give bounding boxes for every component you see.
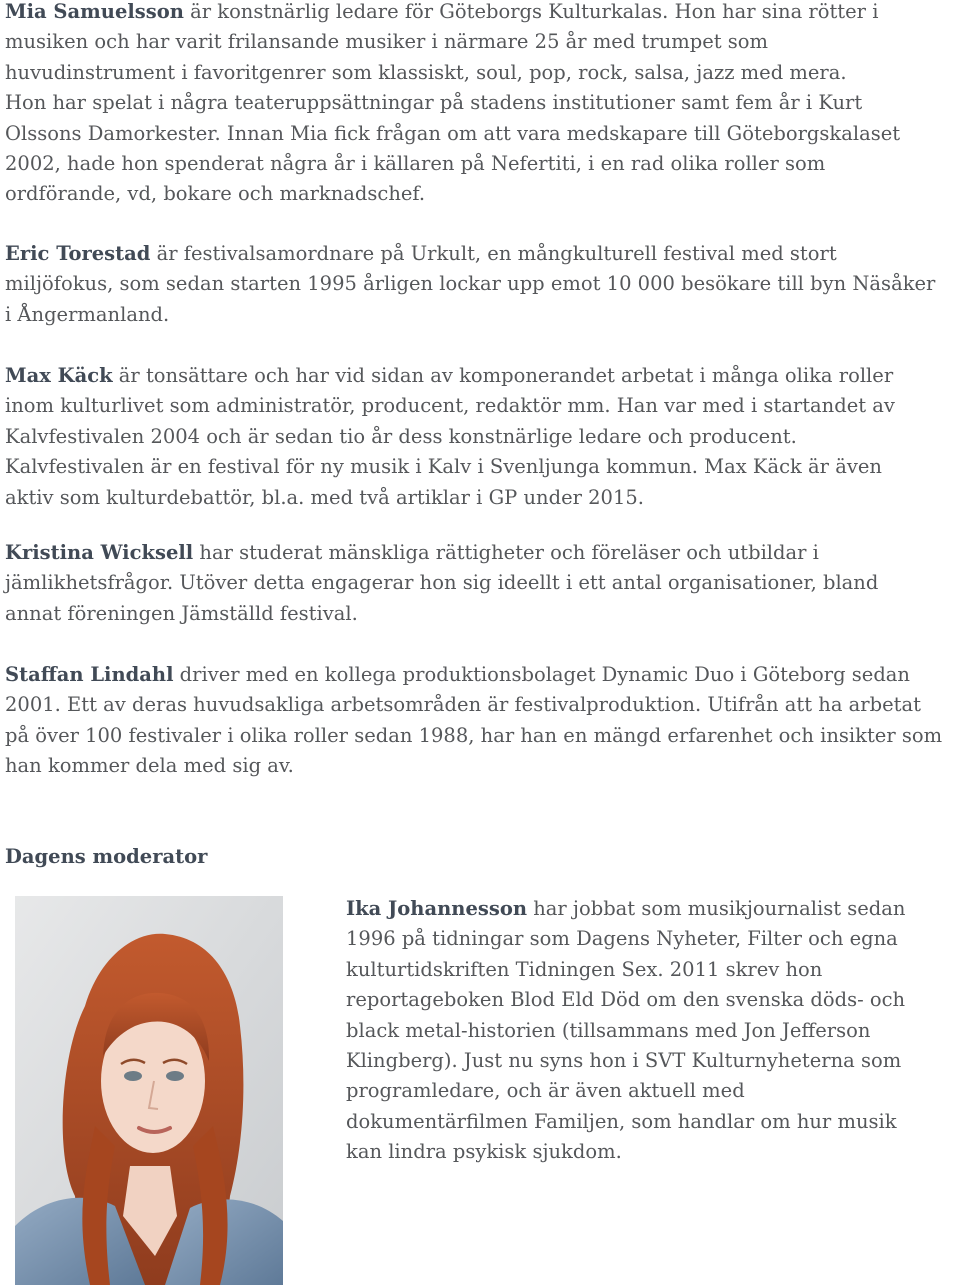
bio-name: Kristina Wicksell (5, 541, 194, 564)
bio-name: Eric Torestad (5, 242, 151, 265)
bio-text-line: är tonsättare och har vid sidan av komponerandet arbetat i många olika roller (112, 364, 894, 387)
bio-text-line: huvudinstrument i favoritgenrer som klassiskt, soul, pop, rock, salsa, jazz med mera. (5, 60, 847, 84)
bio-text-line: ordförande, vd, bokare och marknadschef. (5, 182, 426, 206)
moderator-text-line: kulturtidskriften Tidningen Sex. 2011 skrev hon (346, 957, 823, 981)
bio-text-line: miljöfokus, som sedan starten 1995 årligen lockar upp emot 10 000 besökare till byn Näsåker (5, 272, 936, 296)
bio-text-line: Kalvfestivalen är en festival för ny musik i Kalv i Svenljunga kommun. Max Käck är även (5, 455, 882, 479)
bio-text-line: Hon har spelat i några teateruppsättningar på stadens institutioner samt fem år i Kurt (5, 91, 863, 115)
moderator-bio (346, 894, 946, 1168)
bio-name: Mia Samuelsson (5, 0, 184, 23)
bio-text-line: han kommer dela med sig av. (5, 754, 294, 778)
bio-staffan-lindahl (5, 660, 960, 782)
moderator-text-line: black metal-historien (tillsammans med Jon Jefferson (346, 1018, 871, 1042)
bio-text-line: på över 100 festivaler i olika roller sedan 1988, har han en mängd erfarenhet och insikter som (5, 723, 943, 747)
bio-text-line: inom kulturlivet som administratör, producent, redaktör mm. Han var med i startandet av (5, 394, 895, 418)
moderator-name: Ika Johannesson (346, 897, 528, 920)
moderator-text-line: dokumentärfilmen Familjen, som handlar om hur musik (346, 1109, 897, 1133)
bio-text-line: är konstnärlig ledare för Göteborgs Kulturkalas. Hon har sina rötter i (183, 0, 879, 23)
bio-name: Staffan Lindahl (5, 663, 174, 686)
bio-eric-torestad (5, 239, 960, 330)
portrait-illustration (15, 896, 283, 1285)
bio-mia-samuelsson (5, 0, 960, 210)
bio-name: Max Käck (5, 364, 113, 387)
moderator-text-line: har jobbat som musikjournalist sedan (527, 897, 906, 920)
bio-text-line: har studerat mänskliga rättigheter och föreläser och utbildar i (193, 541, 819, 564)
bio-text-line: aktiv som kulturdebattör, bl.a. med två artiklar i GP under 2015. (5, 485, 644, 509)
moderator-text-line: programledare, och är även aktuell med (346, 1079, 745, 1103)
bio-text-line: är festivalsamordnare på Urkult, en mångkulturell festival med stort (150, 242, 837, 265)
bio-text-line: Kalvfestivalen 2004 och är sedan tio år dess konstnärlige ledare och producent. (5, 424, 797, 448)
bio-text-line: Olssons Damorkester. Innan Mia fick frågan om att vara medskapare till Göteborgskalaset (5, 121, 901, 145)
moderator-text-line: reportageboken Blod Eld Död om den svenska döds- och (346, 988, 906, 1012)
bio-max-kack (5, 361, 960, 513)
bio-text-line: annat föreningen Jämställd festival. (5, 601, 358, 625)
moderator-heading: Dagens moderator (5, 845, 208, 868)
bio-text-line: 2001. Ett av deras huvudsakliga arbetsområden är festivalproduktion. Utifrån att ha arbetat (5, 693, 921, 717)
moderator-text-line: kan lindra psykisk sjukdom. (346, 1140, 622, 1164)
bio-text-line: jämlikhetsfrågor. Utöver detta engagerar hon sig ideellt i ett antal organisationer, bland (5, 571, 879, 595)
bio-kristina-wicksell (5, 538, 960, 629)
moderator-portrait (15, 896, 283, 1285)
bio-text-line: musiken och har varit frilansande musiker i närmare 25 år med trumpet som (5, 30, 769, 54)
moderator-text-line: 1996 på tidningar som Dagens Nyheter, Filter och egna (346, 927, 898, 951)
bio-text-line: 2002, hade hon spenderat några år i källaren på Nefertiti, i en rad olika roller som (5, 152, 826, 176)
moderator-text-line: Klingberg). Just nu syns hon i SVT Kulturnyheterna som (346, 1049, 902, 1073)
bio-text-line: driver med en kollega produktionsbolaget Dynamic Duo i Göteborg sedan (173, 663, 910, 686)
bio-text-line: i Ångermanland. (5, 302, 170, 326)
